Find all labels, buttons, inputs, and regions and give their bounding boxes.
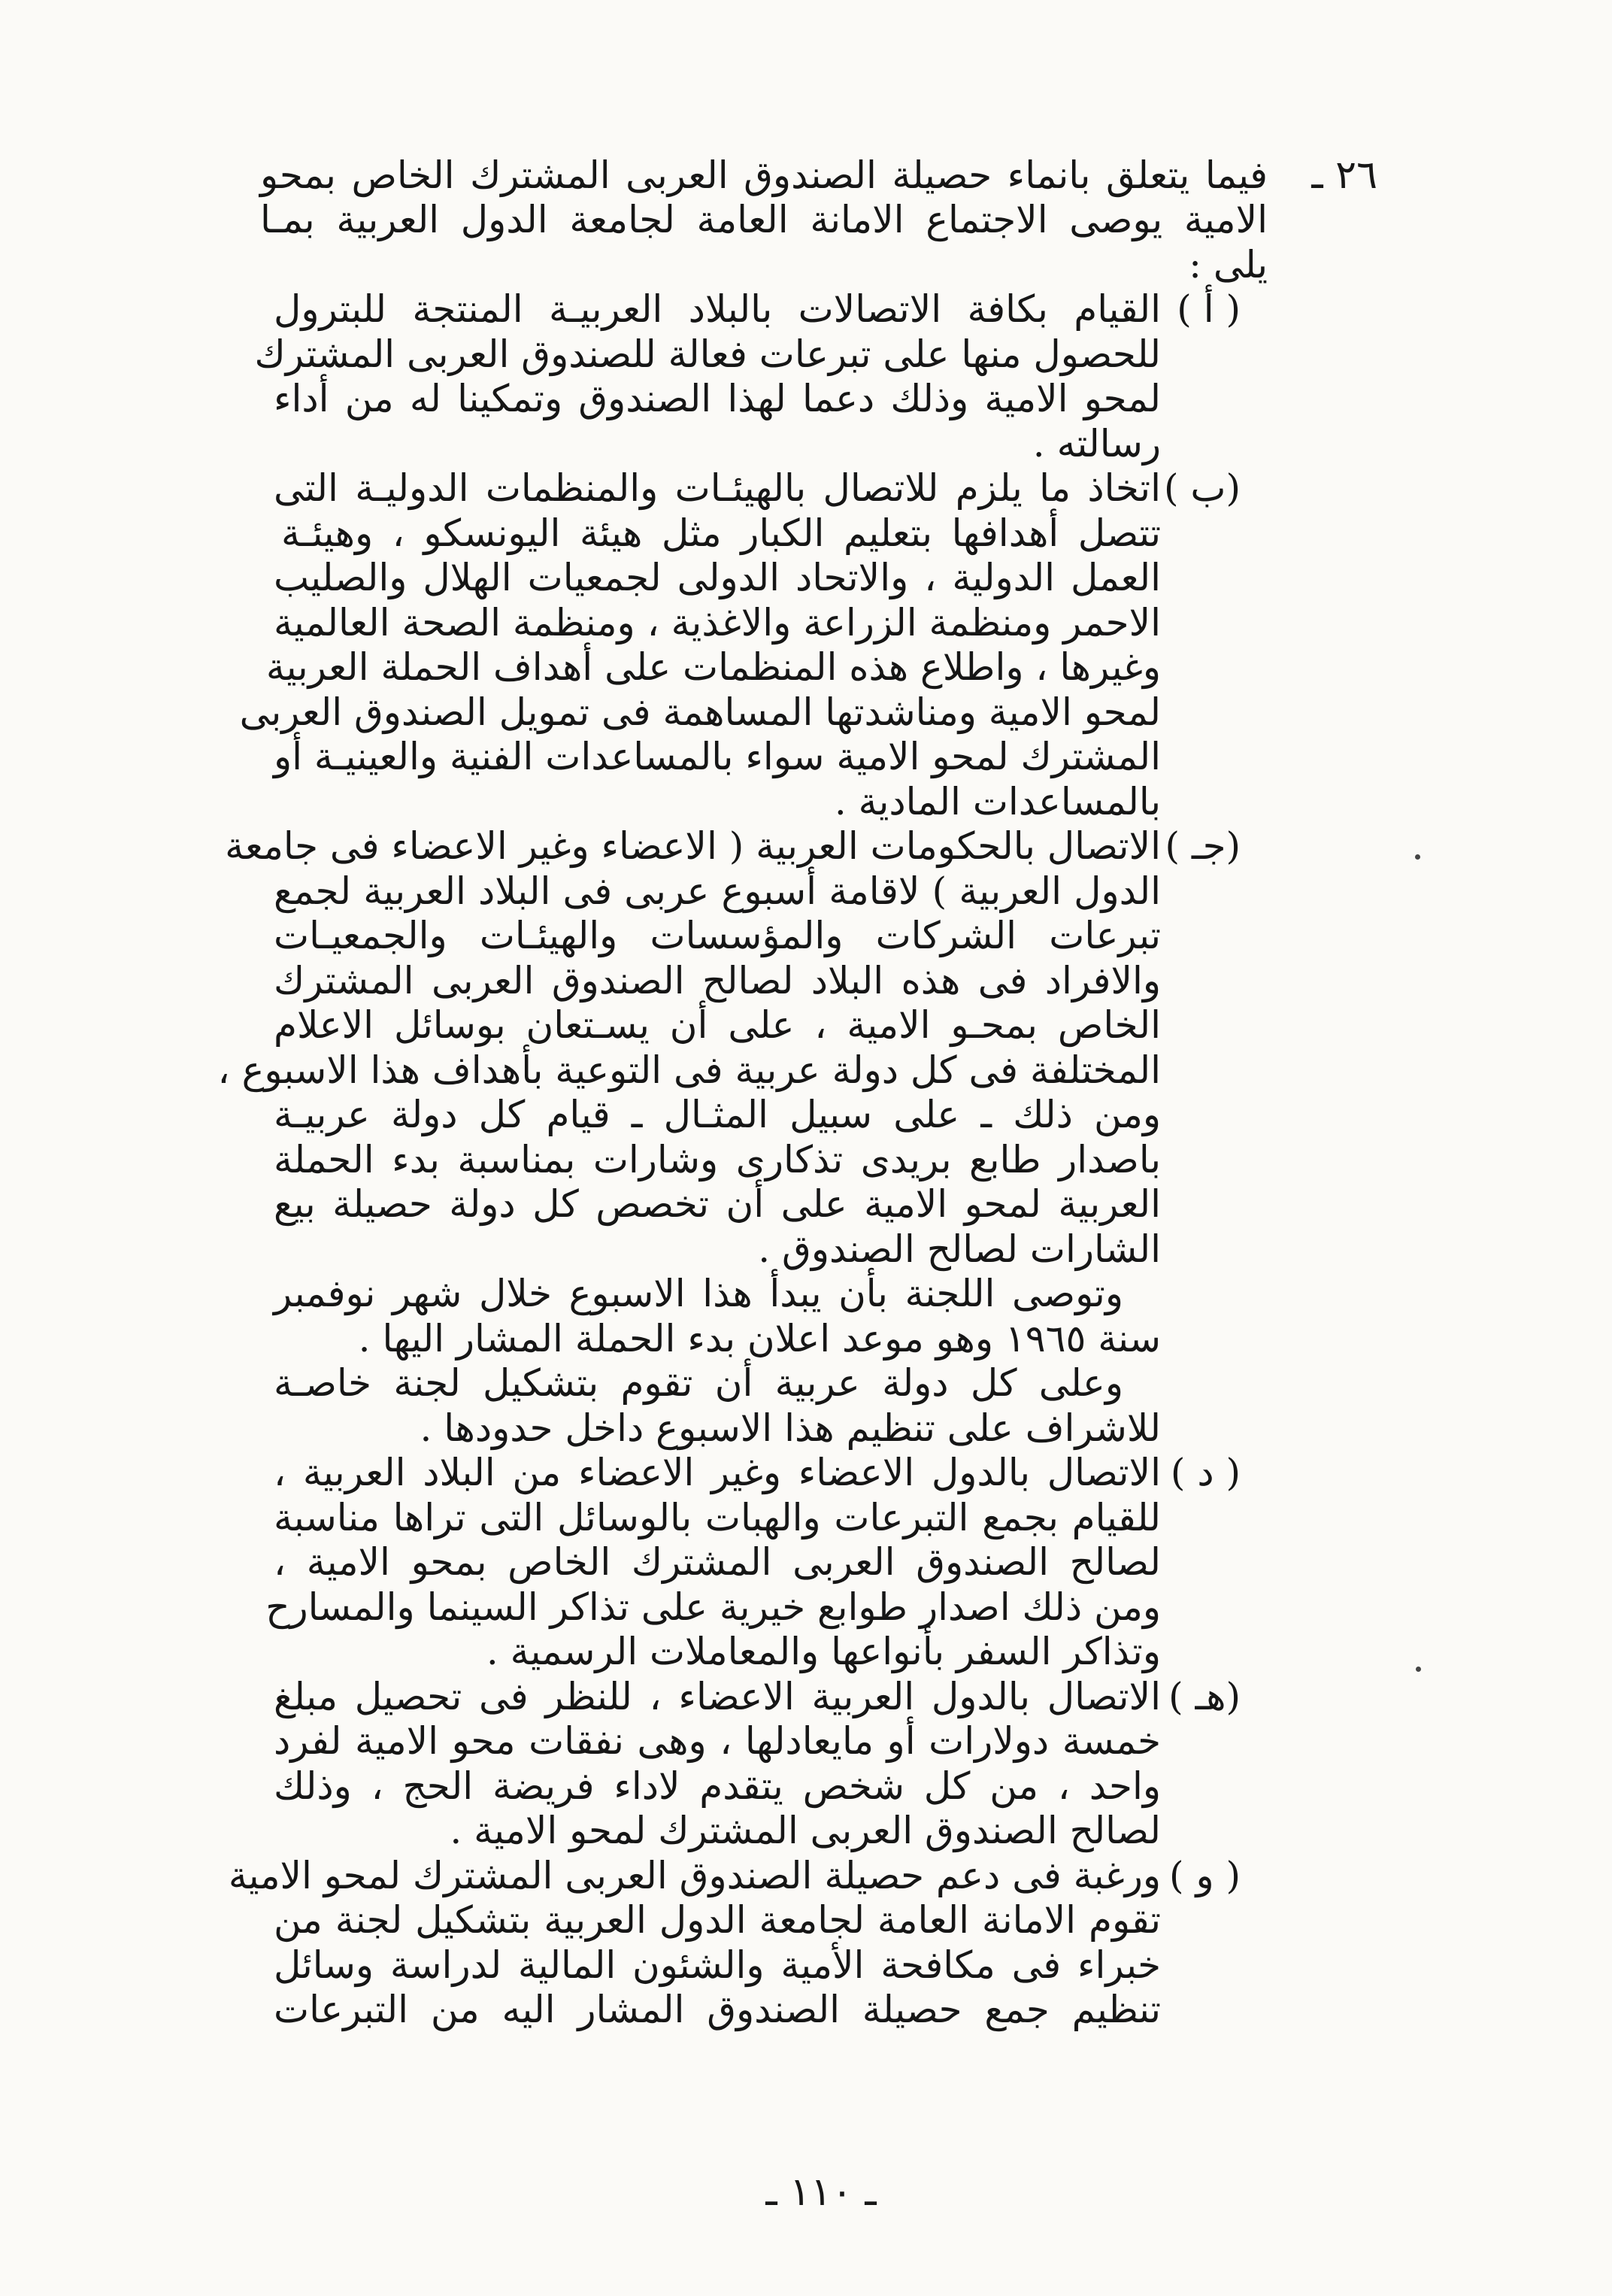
item-c-line: ومن ذلك ـ على سبيل المثـال ـ قيام كل دولة عربيـة: [274, 1093, 1161, 1136]
item-c-para2-line: سنة ١٩٦٥ وهو موعد اعلان بدء الحملة المشار اليها .: [358, 1317, 1161, 1360]
item-number: ٢٦ ـ: [1311, 153, 1377, 198]
item-d-line: الاتصال بالدول الاعضاء وغير الاعضاء من البلاد العربية ،: [274, 1451, 1161, 1494]
item-c-line: الشارات لصالح الصندوق .: [758, 1227, 1161, 1271]
item-d-line: وتذاكر السفر بأنواعها والمعاملات الرسمية .: [486, 1630, 1161, 1673]
item-c-para2-line: وتوصى اللجنة بأن يبدأ هذا الاسبوع خلال شهر نوفمبر: [274, 1272, 1123, 1315]
page-number: ـ ١١٠ ـ: [765, 2170, 877, 2215]
item-c-line: المختلفة فى كل دولة عربية فى التوعية بأهداف هذا الاسبوع ،: [217, 1048, 1161, 1092]
item-b-line: اتخاذ ما يلزم للاتصال بالهيئـات والمنظمات الدوليـة التى: [274, 466, 1161, 510]
item-e-line: واحد ، من كل شخص يتقدم لاداء فريضة الحج ، وذلك: [274, 1764, 1161, 1808]
item-b-line: تتصل أهدافها بتعليم الكبار مثل هيئة اليونسكو ، وهيئـة: [281, 511, 1161, 555]
item-f-line: تقوم الامانة العامة لجامعة الدول العربية بتشكيل لجنة من: [274, 1898, 1161, 1942]
item-b-line: وغيرها ، واطلاع هذه المنظمات على أهداف الحملة العربية: [265, 645, 1161, 689]
item-f-line: تنظيم جمع حصيلة الصندوق المشار اليه من التبرعات: [274, 1988, 1161, 2031]
item-e-line: الاتصال بالدول العربية الاعضاء ، للنظر فى تحصيل مبلغ: [274, 1675, 1161, 1718]
item-d-line: للقيام بجمع التبرعات والهبات بالوسائل التى تراها مناسبة: [274, 1496, 1161, 1539]
item-c-line: الخاص بمحـو الامية ، على أن يسـتعان بوسائل الاعلام: [274, 1003, 1161, 1047]
item-a-line: لمحو الامية وذلك دعما لهذا الصندوق وتمكينا له من أداء: [274, 377, 1161, 420]
item-e-line: خمسة دولارات أو مايعادلها ، وهى نفقات محو الامية لفرد: [274, 1719, 1161, 1763]
item-c-line: باصدار طابع بريدى تذكارى وشارات بمناسبة بدء الحملة: [274, 1138, 1161, 1181]
item-d-line: ومن ذلك اصدار طوابع خيرية على تذاكر السينما والمسارح: [265, 1585, 1161, 1629]
item-c-para3-line: للاشراف على تنظيم هذا الاسبوع داخل حدودها .: [420, 1406, 1161, 1450]
item-b-line: بالمساعدات المادية .: [834, 780, 1161, 823]
item-e-line: لصالح الصندوق العربى المشترك لمحو الامية .: [450, 1809, 1161, 1852]
item-d-line: لصالح الصندوق العربى المشترك الخاص بمحو الامية ،: [274, 1540, 1161, 1584]
item-b-line: المشترك لمحو الامية سواء بالمساعدات الفنية والعينيـة أو: [274, 735, 1161, 778]
item-a-line: رسالته .: [1032, 422, 1161, 466]
intro-line: الامية يوصى الاجتماع الامانة العامة لجامعة الدول العربية بمـا: [260, 198, 1268, 241]
item-b-line: الاحمر ومنظمة الزراعة والاغذية ، ومنظمة الصحة العالمية: [274, 601, 1161, 645]
item-b-line: لمحو الامية ومناشدتها المساهمة فى تمويل الصندوق العربى: [239, 690, 1161, 734]
item-c-line: الاتصال بالحكومات العربية ( الاعضاء وغير الاعضاء فى جامعة: [225, 824, 1161, 868]
item-c-line: الدول العربية ) لاقامة أسبوع عربى فى البلاد العربية لجمع: [274, 869, 1161, 913]
item-c-line: تبرعات الشركات والمؤسسات والهيئـات والجمعيـات: [274, 914, 1161, 957]
item-c-para3-line: وعلى كل دولة عربية أن تقوم بتشكيل لجنة خاصـة: [274, 1361, 1123, 1405]
item-b-line: العمل الدولية ، والاتحاد الدولى لجمعيات الهلال والصليب: [274, 556, 1161, 599]
item-marker-b: (ب ): [1164, 466, 1241, 510]
item-marker-c: (جـ ): [1165, 824, 1241, 868]
item-c-line: والافراد فى هذه البلاد لصالح الصندوق العربى المشترك: [274, 959, 1161, 1002]
item-c-line: العربية لمحو الامية على أن تخصص كل دولة حصيلة بيع: [274, 1182, 1161, 1226]
item-marker-f: ( و ): [1169, 1854, 1241, 1897]
item-f-line: خبراء فى مكافحة الأمية والشئون المالية لدراسة وسائل: [274, 1943, 1161, 1987]
item-marker-d: ( د ): [1170, 1451, 1241, 1494]
item-a-line: للحصول منها على تبرعات فعالة للصندوق العربى المشترك: [254, 332, 1161, 376]
scan-speck: [1416, 1667, 1421, 1672]
item-marker-e: (هـ ): [1168, 1675, 1241, 1718]
item-f-line: ورغبة فى دعم حصيلة الصندوق العربى المشترك لمحو الامية: [228, 1854, 1161, 1897]
intro-line: يلى :: [1189, 243, 1268, 287]
intro-line: فيما يتعلق بانماء حصيلة الصندوق العربى المشترك الخاص بمحو: [260, 153, 1268, 197]
item-a-line: القيام بكافة الاتصالات بالبلاد العربيـة المنتجة للبترول: [274, 287, 1161, 331]
item-marker-a: ( أ ): [1177, 287, 1241, 331]
scan-speck: [1415, 854, 1420, 860]
